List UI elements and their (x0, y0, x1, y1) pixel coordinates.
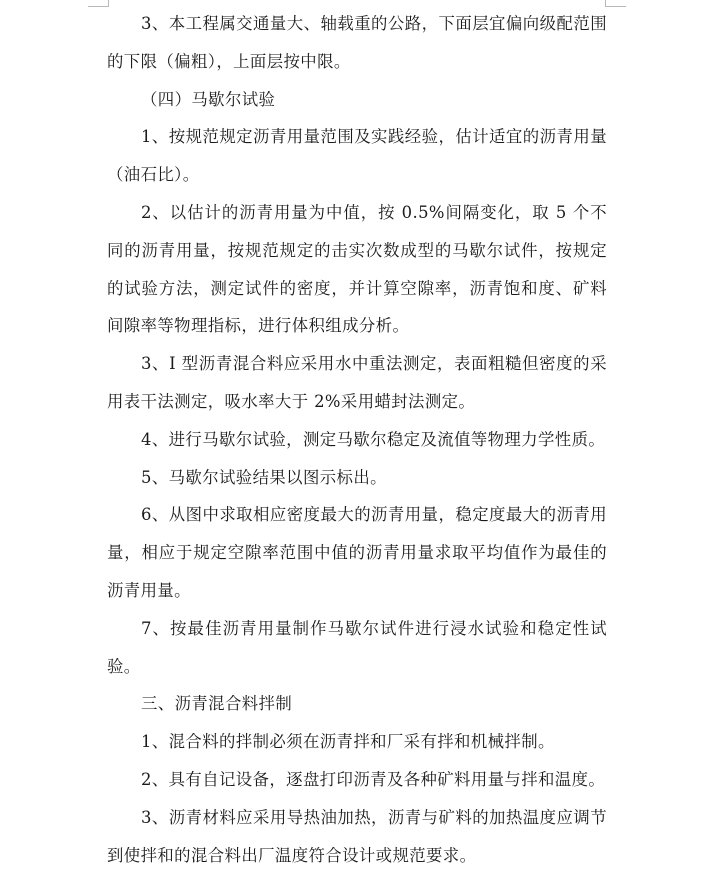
paragraph-item-5-results: 5、马歇尔试验结果以图示标出。 (141, 467, 387, 487)
crop-mark-top-right (605, 0, 626, 7)
paragraph-item-2-specimens: 2、以估计的沥青用量为中值，按 0.5%间隔变化，取 5 个不同的沥青用量，按规范规定的击实次数成型的马歇尔试件，按规定的试验方法，测定试件的密度，并计算空隙率，沥青饱和度、矿料间隙率等物理指标，进行体积组成分析。 (107, 202, 607, 336)
crop-mark-top-left (88, 0, 109, 7)
paragraph-item-2-recording: 2、具有自记设备，逐盘打印沥青及各种矿料用量与拌和温度。 (141, 769, 606, 789)
paragraph-item-1-plant: 1、混合料的拌制必须在沥青拌和厂采有拌和机械拌制。 (141, 732, 555, 752)
section-heading-marshall-test: （四）马歇尔试验 (141, 89, 276, 109)
paragraph-item-4-stability: 4、进行马歇尔试验，测定马歇尔稳定及流值等物理力学性质。 (141, 429, 606, 449)
paragraph-item-3-density: 3、I 型沥青混合料应采用水中重法测定，表面粗糙但密度的采用表干法测定，吸水率大于 2%采用蜡封法测定。 (107, 354, 607, 411)
document-body (107, 5, 607, 874)
paragraph-item-3-heating: 3、沥青材料应采用导热油加热，沥青与矿料的加热温度应调节到使拌和的混合料出厂温度符合设计或规范要求。 (107, 807, 607, 865)
section-heading-mixing: 三、沥青混合料拌制 (141, 694, 293, 714)
paragraph-item-7-immersion: 7、按最佳沥青用量制作马歇尔试件进行浸水试验和稳定性试验。 (107, 618, 607, 676)
paragraph-item-1-estimate: 1、按规范规定沥青用量范围及实践经验，估计适宜的沥青用量（油石比）。 (107, 127, 607, 185)
paragraph-item-3-gradation: 3、本工程属交通量大、轴载重的公路，下面层宜偏向级配范围的下限（偏粗），上面层按中限。 (107, 14, 607, 71)
paragraph-item-6-optimum: 6、从图中求取相应密度最大的沥青用量，稳定度最大的沥青用量，相应于规定空隙率范围中值的沥青用量求取平均值作为最佳的沥青用量。 (107, 505, 607, 600)
